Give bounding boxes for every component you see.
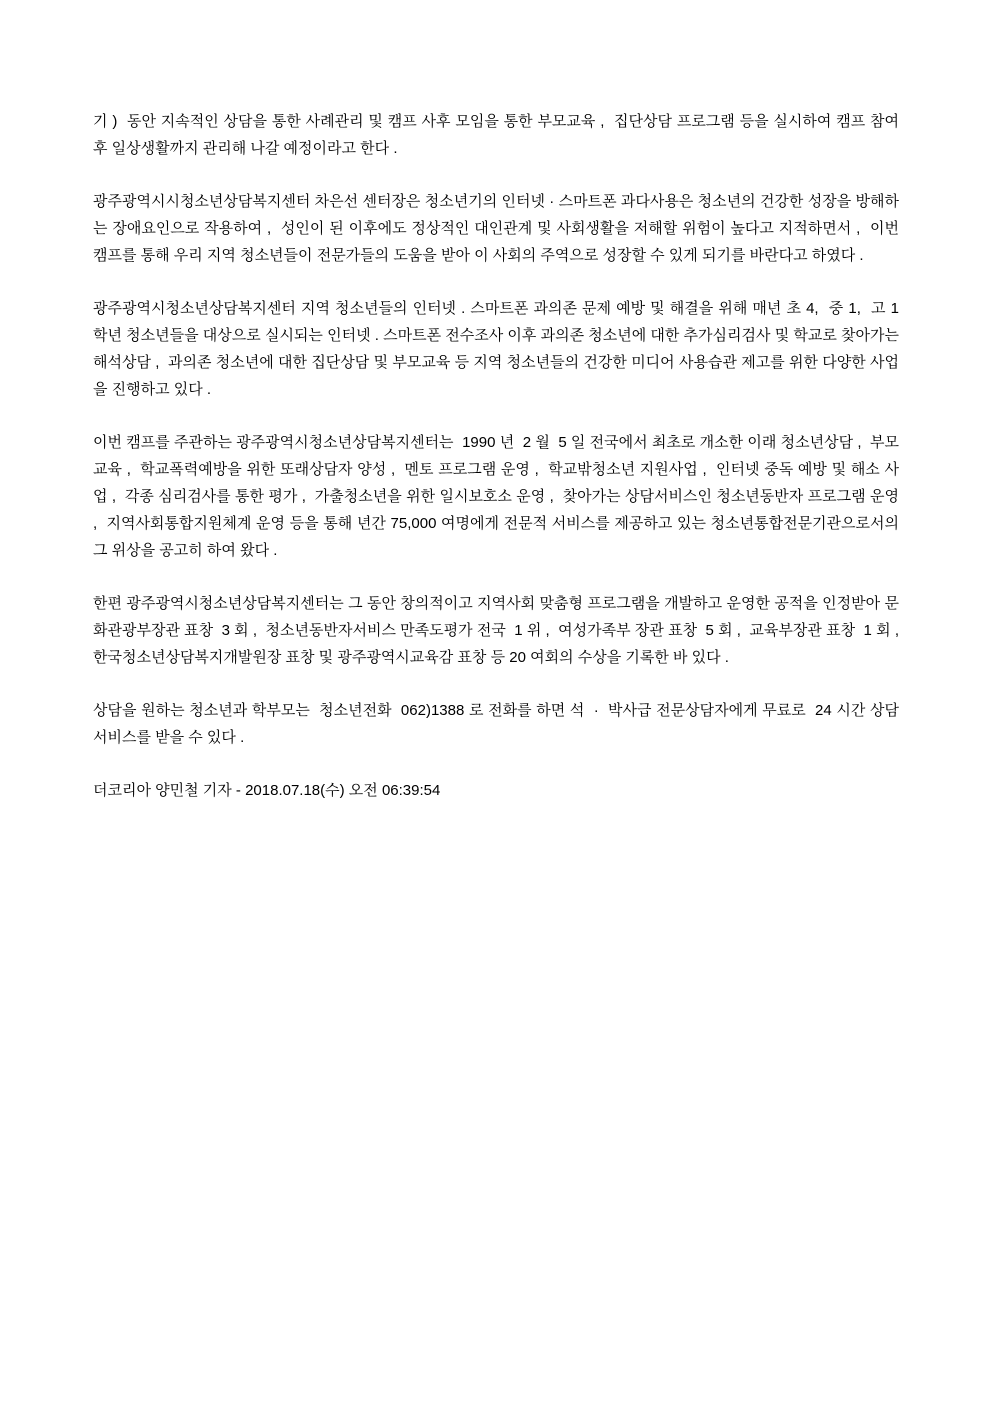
article-byline: 더코리아 양민철 기자 - 2018.07.18(수) 오전 06:39:54 — [93, 782, 441, 799]
article-paragraph: 상담을 원하는 청소년과 학부모는 청소년전화 062)1388 로 전화를 하면 석 · 박사급 전문상담자에게 무료로 24 시간 상담서비스를 받을 수 있다 . — [93, 702, 899, 746]
article-body — [93, 108, 908, 804]
article-paragraph: 기 ) 동안 지속적인 상담을 통한 사례관리 및 캠프 사후 모임을 통한 부모교육 , 집단상담 프로그램 등을 실시하여 캠프 참여 후 일상생활까지 관리해 나갈 예정이라고 한다 . — [93, 113, 904, 157]
article-paragraph: 광주광역시청소년상담복지센터 지역 청소년들의 인터넷 . 스마트폰 과의존 문제 예방 및 해결을 위해 매년 초 4, 중 1, 고 1 학년 청소년들을 대상으로 실시되는 인터넷 . 스마트폰 전수조사 이후 과의존 청소년에 대한 추가심리검사 및 학교로 찾아가는 해석상담 , 과의존 청소년에 대한 집단상담 및 부모교육 등 지역 청소년들의 건강한 미디어 사용습관 제고를 위한 다양한 사업을 진행하고 있다 . — [93, 300, 904, 398]
article-paragraph: 광주광역시시청소년상담복지센터 차은선 센터장은 청소년기의 인터넷 · 스마트폰 과다사용은 청소년의 건강한 성장을 방해하는 장애요인으로 작용하여 , 성인이 된 이후에도 정상적인 대인관계 및 사회생활을 저해할 위험이 높다고 지적하면서 , 이번 캠프를 통해 우리 지역 청소년들이 전문가들의 도움을 받아 이 사회의 주역으로 성장할 수 있게 되기를 바란다고 하였다 . — [93, 193, 904, 264]
article-paragraph: 한편 광주광역시청소년상담복지센터는 그 동안 창의적이고 지역사회 맞춤형 프로그램을 개발하고 운영한 공적을 인정받아 문화관광부장관 표창 3 회 , 청소년동반자서비스 만족도평가 전국 1 위 , 여성가족부 장관 표창 5 회 , 교육부장관 표창 1 회 , 한국청소년상담복지개발원장 표창 및 광주광역시교육감 표창 등 20 여회의 수상을 기록한 바 있다 . — [93, 595, 908, 666]
article-paragraph: 이번 캠프를 주관하는 광주광역시청소년상담복지센터는 1990 년 2 월 5 일 전국에서 최초로 개소한 이래 청소년상담 , 부모교육 , 학교폭력예방을 위한 또래상담자 양성 , 멘토 프로그램 운영 , 학교밖청소년 지원사업 , 인터넷 중독 예방 및 해소 사업 , 각종 심리검사를 통한 평가 , 가출청소년을 위한 일시보호소 운영 , 찾아가는 상담서비스인 청소년동반자 프로그램 운영 , 지역사회통합지원체계 운영 등을 통해 년간 75,000 여명에게 전문적 서비스를 제공하고 있는 청소년통합전문기관으로서의 그 위상을 공고히 하여 왔다 . — [93, 434, 904, 559]
